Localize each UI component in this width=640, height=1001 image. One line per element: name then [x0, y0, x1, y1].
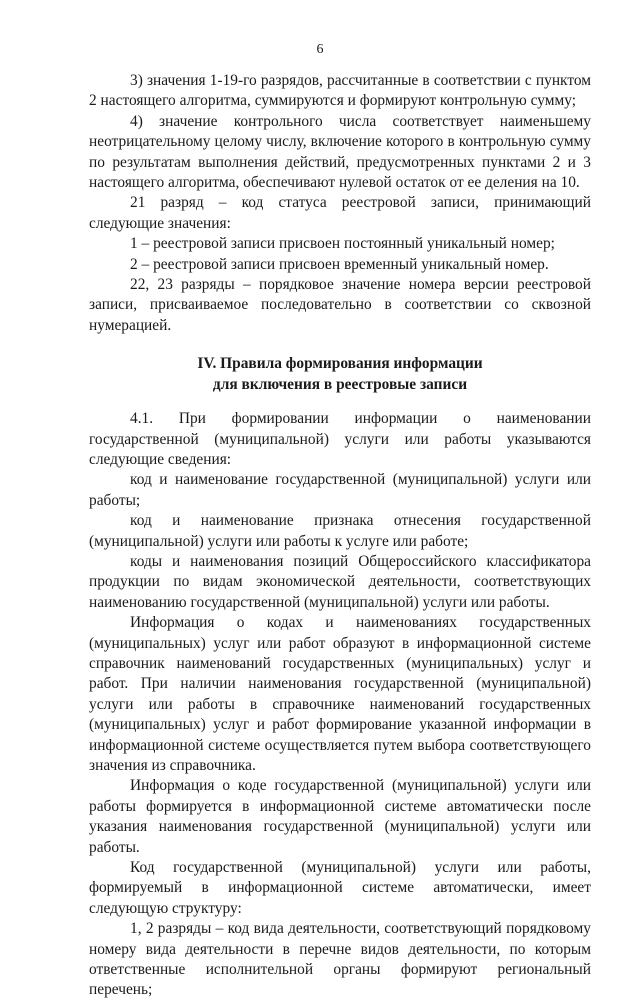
paragraph: 4.1. При формировании информации о наименовании государственной (муниципальной) услуги или работы указываются следующие сведения:	[89, 410, 591, 468]
document-body	[89, 71, 591, 1001]
page-number: 6	[316, 42, 324, 57]
paragraph: 4) значение контрольного числа соответствует наименьшему неотрицательному целому числу, включение которого в контрольную сумму по результатам выполнения действий, предусмотренных пунктами 2 и 3 настоящего алгоритма, обеспечивают нулевой остаток от ее деления на 10.	[89, 112, 591, 192]
paragraph: 3) значения 1-19-го разрядов, рассчитанные в соответствии с пунктом 2 настоящего алгоритма, суммируются и формируют контрольную сумму;	[89, 72, 591, 110]
paragraph: 2 – реестровой записи присвоен временный уникальный номер.	[130, 255, 549, 273]
paragraph: Информация о кодах и наименованиях государственных (муниципальных) услуг или работ образуют в информационной системе справочник наименований государственных (муниципальных) услуг и работ. При наличии наименования государственной (муниципальной) услуги или работы в справочнике наименований государственных (муниципальных) услуг и работ формирование указанной информации в информационной системе осуществляется путем выбора соответствующего значения из справочника.	[89, 614, 591, 774]
paragraph: код и наименование признака отнесения государственной (муниципальной) услуги или работы к услуге или работе;	[89, 512, 591, 550]
section-heading-line: IV. Правила формирования информации	[197, 355, 483, 373]
paragraph: 1 – реестровой записи присвоен постоянный уникальный номер;	[130, 235, 555, 253]
paragraph: Информация о коде государственной (муниципальной) услуги или работы формируется в информационной системе автоматически после указания наименования государственной (муниципальной) услуги или работы.	[89, 777, 591, 856]
paragraph: 1, 2 разряды – код вида деятельности, соответствующий порядковому номеру вида деятельности в перечне видов деятельности, по которым ответственные исполнительной органы формируют региональный перечень;	[89, 920, 591, 999]
paragraph: Код государственной (муниципальной) услуги или работы, формируемый в информационной системе автоматически, имеет следующую структуру:	[89, 859, 591, 917]
section-heading	[89, 354, 591, 395]
paragraph: 21 разряд – код статуса реестровой записи, принимающий следующие значения:	[89, 194, 591, 232]
section-heading-line: для включения в реестровые записи	[212, 375, 468, 393]
paragraph: коды и наименования позиций Общероссийского классификатора продукции по видам экономической деятельности, соответствующих наименованию государственной (муниципальной) услуги или работы.	[89, 552, 591, 611]
paragraph: код и наименование государственной (муниципальной) услуги или работы;	[89, 471, 591, 509]
paragraph: 22, 23 разряды – порядковое значение номера версии реестровой записи, присваиваемое последовательно в соответствии со сквозной нумерацией.	[89, 276, 591, 334]
